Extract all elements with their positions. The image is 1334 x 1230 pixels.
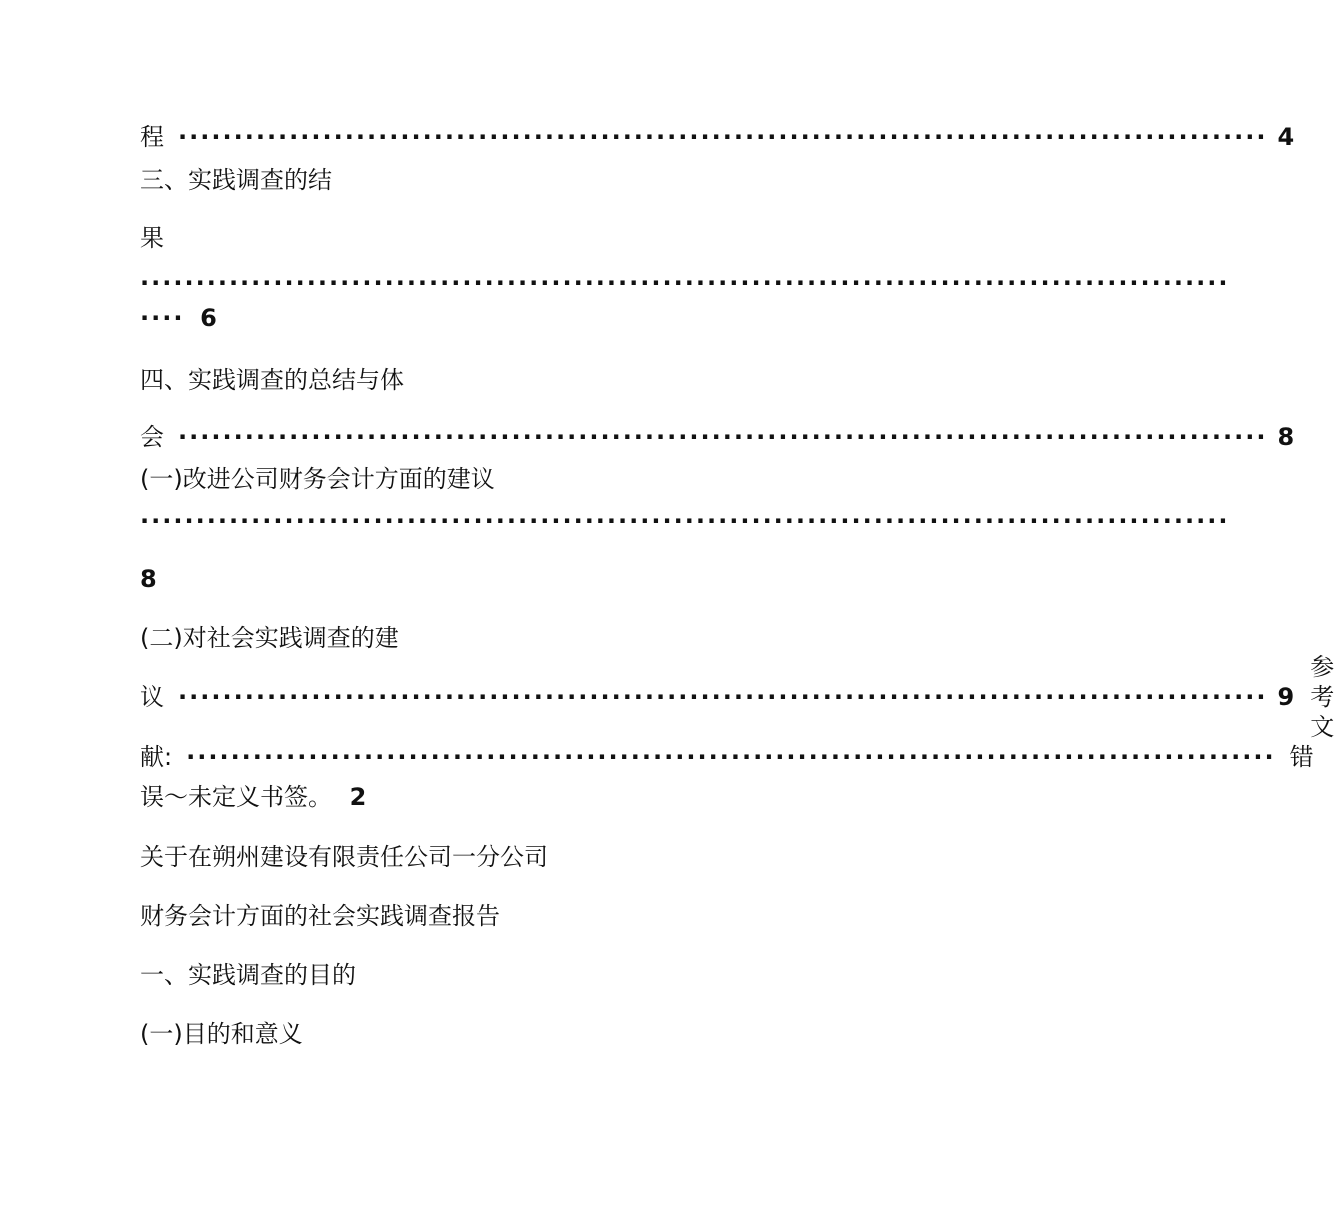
document-title-line-2: 财务会计方面的社会实践调查报告 [140, 902, 500, 930]
section-1-heading: 一、实践调查的目的 [140, 961, 356, 989]
toc-entry-5[interactable] [140, 653, 1334, 741]
toc-entry-5-title[interactable]: (二)对社会实践调查的建 [140, 624, 399, 652]
toc-entry-1-page: 4 [1277, 123, 1295, 151]
toc-leader-dots: ···· [140, 304, 185, 332]
toc-entry-5-page: 9 [1277, 683, 1295, 711]
toc-entry-6-error-text: 误～未定义书签。 [140, 783, 332, 811]
toc-leader-dots: ·································································································· [178, 683, 1268, 711]
toc-entry-5-text: 议 [140, 683, 164, 711]
subsection-1-heading: (一)目的和意义 [140, 1020, 303, 1048]
toc-entry-6-error-start: 错 [1289, 743, 1314, 771]
toc-entry-4-title[interactable]: (一)改进公司财务会计方面的建议 [140, 465, 495, 493]
toc-entry-6-text: 献: [140, 743, 173, 771]
toc-entry-3[interactable] [140, 422, 1295, 452]
toc-leader-dots: ·································································································· [140, 269, 1230, 297]
toc-entry-6-title-start: 参考文 [1310, 653, 1334, 741]
toc-entry-2-tail[interactable]: 果 [140, 224, 164, 252]
toc-leader-dots: ·································································································· [140, 507, 1230, 535]
toc-entry-4-page: 8 [140, 565, 157, 593]
toc-entry-2-page-row [140, 303, 217, 333]
toc-entry-2-title[interactable]: 三、实践调查的结 [140, 166, 332, 194]
toc-leader-dots: ·································································································· [178, 423, 1268, 451]
toc-entry-6[interactable] [140, 742, 1314, 772]
toc-entry-3-page: 8 [1277, 423, 1295, 451]
toc-entry-3-title[interactable]: 四、实践调查的总结与体 [140, 366, 404, 394]
toc-entry-6-page: 2 [349, 783, 367, 811]
toc-entry-1[interactable] [140, 122, 1295, 152]
toc-entry-2-page: 6 [200, 304, 217, 332]
toc-leader-dots: ·································································································· [178, 123, 1268, 151]
toc-entry-3-text: 会 [140, 423, 164, 451]
document-title-line-1: 关于在朔州建设有限责任公司一分公司 [140, 843, 548, 871]
toc-entry-1-text: 程 [140, 123, 164, 151]
toc-entry-6-line2 [140, 782, 366, 812]
toc-leader-dots: ·································································································· [186, 743, 1276, 771]
